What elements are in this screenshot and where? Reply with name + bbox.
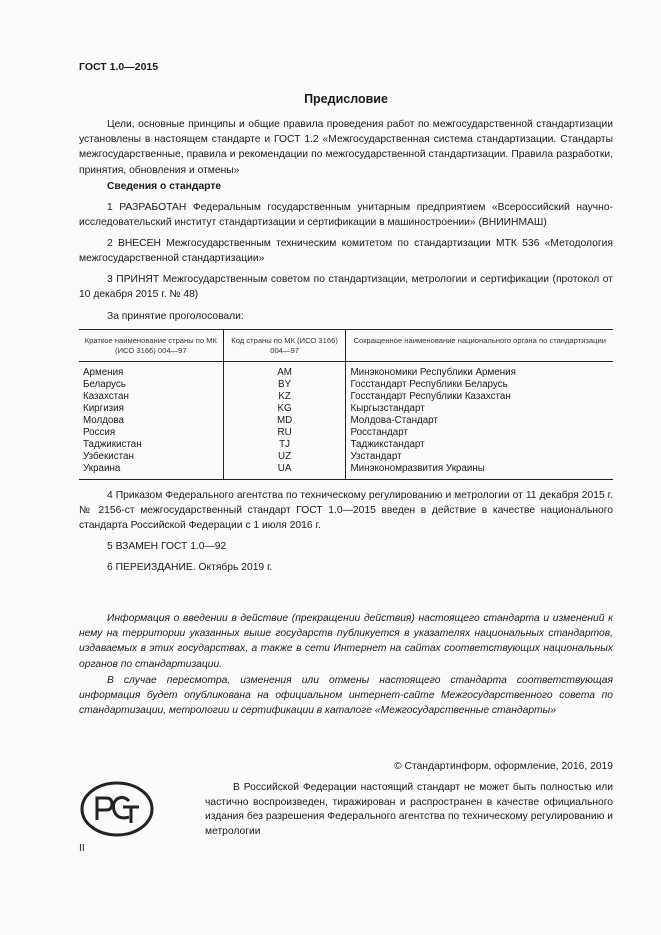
code-cell: BY: [223, 379, 346, 391]
vote-label: За принятие проголосовали:: [107, 311, 244, 322]
notice-paragraph-1: Информация о введении в действие (прекращении действия) настоящего стандарта и изменений к нему на территории указанных выше государств публикуется в указателях национальных стандартов, издаваемых в этих государствах, а также в сети Интернет на сайтах соответствующих национальных органов по стандартизации.: [79, 613, 613, 670]
code-cell: AM: [223, 362, 346, 380]
country-cell: Казахстан: [83, 391, 129, 402]
code-cell: TJ: [223, 439, 346, 451]
table-row: [79, 463, 613, 480]
table-header-row: [79, 330, 613, 362]
body-cell: Минэкономразвития Украины: [346, 463, 613, 480]
country-cell: Узбекистан: [83, 451, 134, 462]
table-row: [79, 403, 613, 415]
table-row: [79, 415, 613, 427]
item-6: 6 ПЕРЕИЗДАНИЕ. Октябрь 2019 г.: [107, 562, 273, 573]
page-number: II: [79, 843, 85, 854]
item-5: 5 ВЗАМЕН ГОСТ 1.0—92: [107, 541, 227, 552]
table-row: [79, 451, 613, 463]
rst-logo-icon: [79, 780, 155, 838]
country-cell: Таджикистан: [83, 439, 142, 450]
code-cell: KZ: [223, 391, 346, 403]
intro-paragraph: Цели, основные принципы и общие правила проведения работ по межгосударственной стандартизации установлены в настоящем стандарте и ГОСТ 1.2 «Межгосударственная система стандартизации. Стандарты межгосударственные, правила и рекомендации по межгосударственной стандартизации. Правила разработки, принятия, обновления и отмены»: [79, 119, 613, 176]
voting-table: [79, 329, 613, 480]
country-cell: Молдова: [83, 415, 124, 426]
table-row: [79, 391, 613, 403]
body-cell: Кыргызстандарт: [346, 403, 613, 415]
table-row: [79, 379, 613, 391]
code-cell: KG: [223, 403, 346, 415]
notice-paragraph-2: В случае пересмотра, изменения или отмены настоящего стандарта соответствующая информация будет опубликована на официальном интернет-сайте Межгосударственного совета по стандартизации, метрологии и сертификации в каталоге «Межгосударственные стандарты»: [79, 675, 613, 717]
table-header-body: Сокращенное наименование национального органа по стандартизации: [346, 330, 613, 362]
table-row: [79, 362, 613, 380]
country-cell: Армения: [83, 367, 124, 378]
country-cell: Россия: [83, 427, 116, 438]
item-2: 2 ВНЕСЕН Межгосударственным техническим комитетом по стандартизации МТК 536 «Методология межгосударственной стандартизации»: [79, 238, 613, 265]
table-header-code: Код страны по МК (ИСО 3166) 004—97: [223, 330, 346, 362]
rf-reproduction-note: В Российской Федерации настоящий стандарт не может быть полностью или частично воспроизведен, тиражирован и распространен в качестве официального издания без разрешения Федерального агентства по техническому регулированию и метрологии: [205, 782, 613, 837]
code-cell: MD: [223, 415, 346, 427]
page-title: Предисловие: [304, 92, 388, 106]
body-cell: Госстандарт Республики Казахстан: [346, 391, 613, 403]
code-cell: UA: [223, 463, 346, 480]
table-header-country: Краткое наименование страны по МК (ИСО 3166) 004—97: [79, 330, 223, 362]
country-cell: Киргизия: [83, 403, 124, 414]
body-cell: Молдова-Стандарт: [346, 415, 613, 427]
standard-id: ГОСТ 1.0—2015: [79, 61, 159, 73]
info-heading: Сведения о стандарте: [107, 181, 222, 192]
body-cell: Узстандарт: [346, 451, 613, 463]
item-3: 3 ПРИНЯТ Межгосударственным советом по стандартизации, метрологии и сертификации (протокол от 10 декабря 2015 г. № 48): [79, 274, 613, 301]
item-1: 1 РАЗРАБОТАН Федеральным государственным унитарным предприятием «Всероссийский научно-исследовательский институт стандартизации и сертификации в машиностроении» (ВНИИНМАШ): [79, 202, 613, 229]
table-row: [79, 439, 613, 451]
code-cell: RU: [223, 427, 346, 439]
body-cell: Минэкономики Республики Армения: [346, 362, 613, 380]
country-cell: Беларусь: [83, 379, 126, 390]
copyright-line: © Стандартинформ, оформление, 2016, 2019: [394, 761, 613, 772]
country-cell: Украина: [79, 463, 223, 480]
table-row: [79, 427, 613, 439]
item-4: 4 Приказом Федерального агентства по техническому регулированию и метрологии от 11 декабря 2015 г. № 2156-ст межгосударственный стандарт ГОСТ 1.0—2015 введен в действие в качестве национального стандарта Российской Федерации с 1 июля 2016 г.: [79, 490, 613, 532]
code-cell: UZ: [223, 451, 346, 463]
body-cell: Госстандарт Республики Беларусь: [346, 379, 613, 391]
body-cell: Таджикстандарт: [346, 439, 613, 451]
body-cell: Росстандарт: [346, 427, 613, 439]
